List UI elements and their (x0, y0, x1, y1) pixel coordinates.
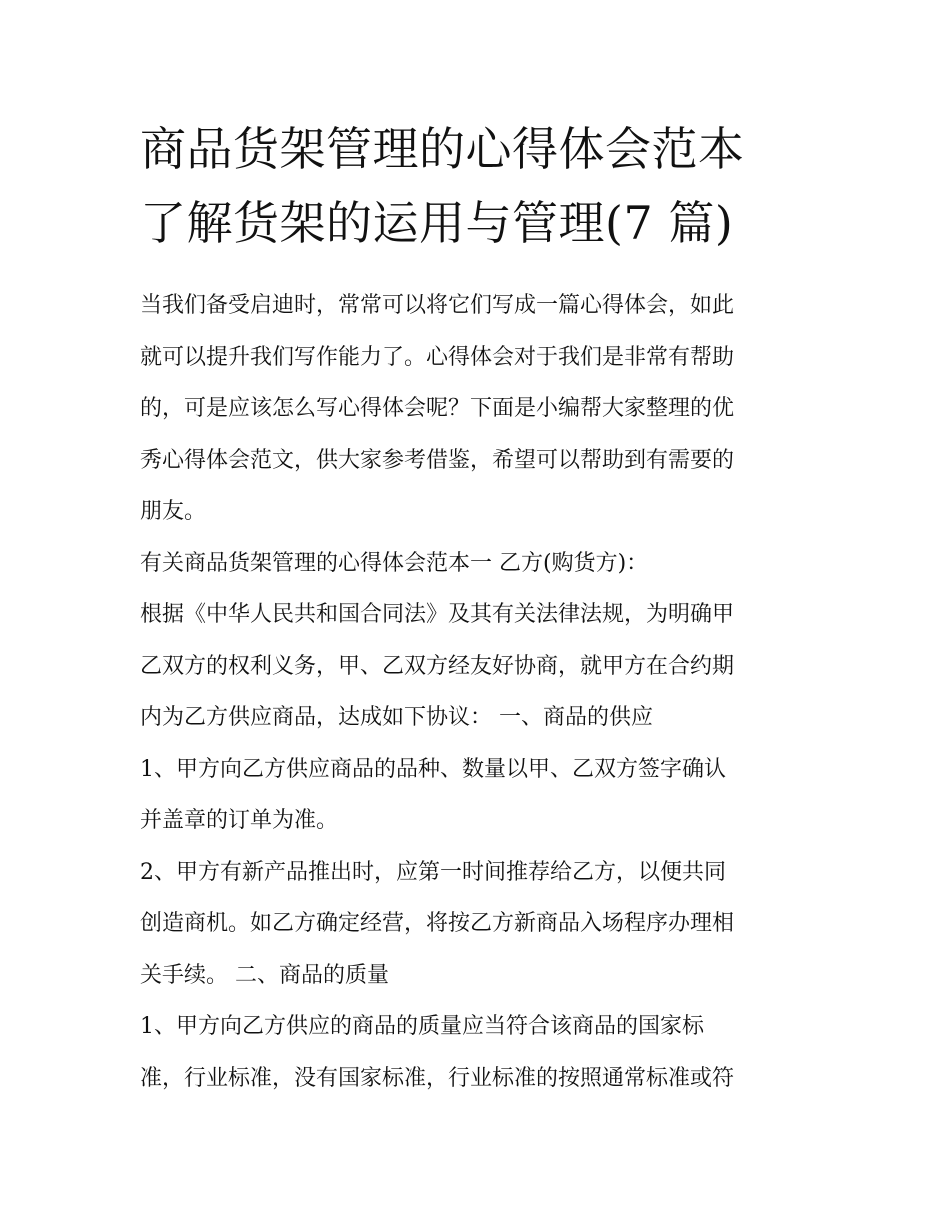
body-line: 朋友。 (140, 499, 207, 524)
title-line: 了解货架的运用与管理(7 篇) (140, 196, 734, 250)
body-line: 内为乙方供应商品，达成如下协议： 一、商品的供应 (140, 705, 653, 730)
body-line: 1、甲方向乙方供应的商品的质量应当符合该商品的国家标 (140, 1014, 704, 1039)
body-line: 的，可是应该怎么写心得体会呢？下面是小编帮大家整理的优 (140, 396, 735, 421)
body-line: 准，行业标准，没有国家标准，行业标准的按照通常标准或符 (140, 1065, 735, 1091)
body-line: 1、甲方向乙方供应商品的品种、数量以甲、乙双方签字确认 (140, 756, 726, 782)
body-line: 根据《中华人民共和国合同法》及其有关法律法规，为明确甲 (140, 602, 735, 627)
document-title (140, 112, 812, 260)
body-line: 关手续。 二、商品的质量 (140, 962, 389, 988)
body-line: 并盖章的订单为准。 (140, 808, 339, 833)
document-page (140, 112, 812, 1104)
body-line: 就可以提升我们写作能力了。心得体会对于我们是非常有帮助 (140, 344, 735, 370)
body-line: 有关商品货架管理的心得体会范本一 乙方(购货方)： (140, 550, 649, 576)
body-line: 创造商机。如乙方确定经营，将按乙方新商品入场程序办理相 (140, 911, 735, 936)
body-line: 乙双方的权利义务，甲、乙双方经友好协商，就甲方在合约期 (140, 653, 735, 679)
body-line: 秀心得体会范文，供大家参考借鉴，希望可以帮助到有需要的 (140, 447, 735, 473)
title-line: 商品货架管理的心得体会范本 (140, 122, 745, 176)
body-line: 当我们备受启迪时，常常可以将它们写成一篇心得体会，如此 (140, 293, 735, 318)
document-body (140, 280, 812, 1104)
body-line: 2、甲方有新产品推出时，应第一时间推荐给乙方，以便共同 (140, 859, 726, 885)
